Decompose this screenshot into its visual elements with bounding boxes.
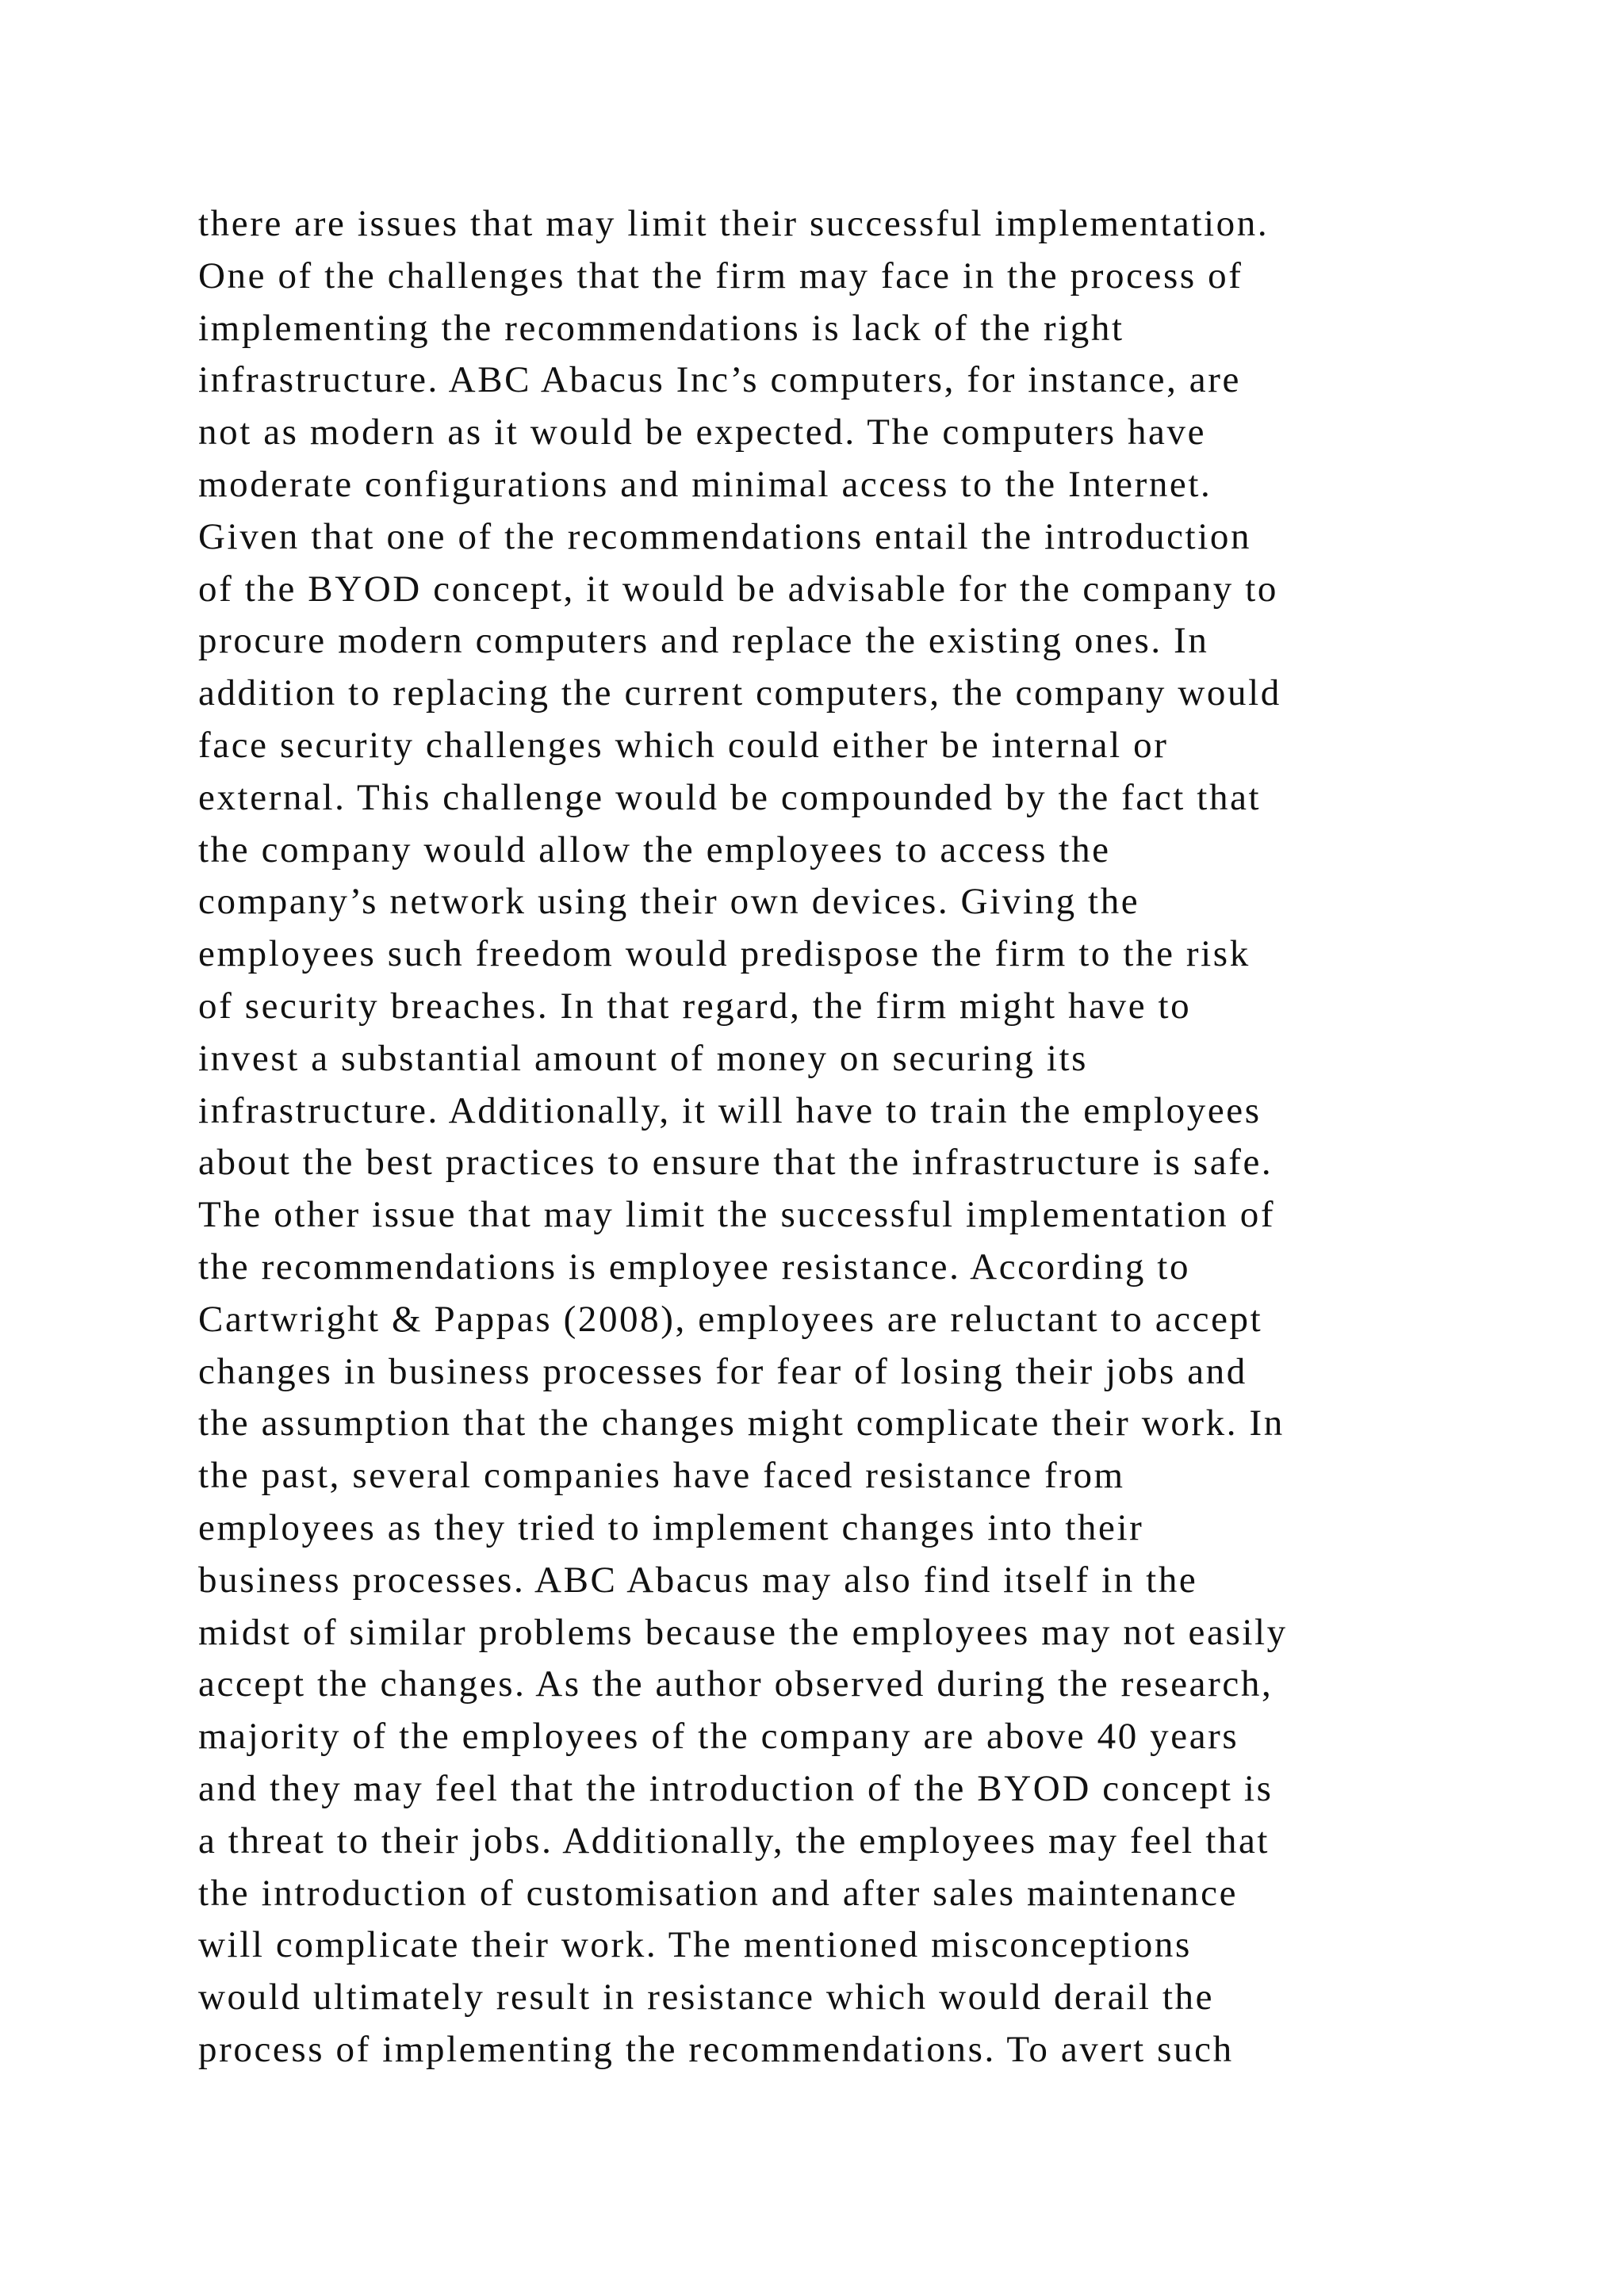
text-line-10: addition to replacing the current computers, the company would: [198, 672, 1281, 714]
text-line-14: company’s network using their own devices. Giving the: [198, 881, 1140, 923]
text-line-28: midst of similar problems because the employees may not easily: [198, 1611, 1288, 1653]
text-line-19: about the best practices to ensure that the infrastructure is safe.: [198, 1142, 1274, 1184]
text-line-25: the past, several companies have faced resistance from: [198, 1455, 1125, 1497]
text-line-15: employees such freedom would predispose the firm to the risk: [198, 933, 1251, 975]
text-line-5: not as modern as it would be expected. The computers have: [198, 411, 1207, 453]
text-line-29: accept the changes. As the author observed during the research,: [198, 1663, 1274, 1705]
text-line-3: implementing the recommendations is lack of the right: [198, 307, 1124, 349]
text-line-6: moderate configurations and minimal access to the Internet.: [198, 463, 1212, 505]
text-line-35: would ultimately result in resistance which would derail the: [198, 1976, 1215, 2019]
text-line-23: changes in business processes for fear of losing their jobs and: [198, 1350, 1247, 1392]
body-text: [198, 198, 1483, 2076]
text-line-2: One of the challenges that the firm may face in the process of: [198, 254, 1243, 297]
text-line-31: and they may feel that the introduction of the BYOD concept is: [198, 1767, 1274, 1809]
text-line-7: Given that one of the recommendations entail the introduction: [198, 515, 1252, 557]
text-line-26: employees as they tried to implement changes into their: [198, 1506, 1144, 1548]
text-line-17: invest a substantial amount of money on securing its: [198, 1037, 1089, 1079]
text-line-34: will complicate their work. The mentioned misconceptions: [198, 1924, 1192, 1966]
text-line-36: process of implementing the recommendations. To avert such: [198, 2028, 1234, 2070]
text-line-12: external. This challenge would be compounded by the fact that: [198, 776, 1262, 818]
text-line-11: face security challenges which could either be internal or: [198, 724, 1169, 766]
text-line-24: the assumption that the changes might complicate their work. In: [198, 1402, 1285, 1445]
text-line-1: there are issues that may limit their successful implementation.: [198, 203, 1270, 244]
text-line-8: of the BYOD concept, it would be advisable for the company to: [198, 568, 1279, 610]
text-line-33: the introduction of customisation and after sales maintenance: [198, 1872, 1239, 1914]
text-line-4: infrastructure. ABC Abacus Inc’s computers, for instance, are: [198, 359, 1241, 401]
text-line-22: Cartwright & Pappas (2008), employees are reluctant to accept: [198, 1298, 1263, 1340]
text-line-16: of security breaches. In that regard, the firm might have to: [198, 985, 1192, 1027]
text-line-21: the recommendations is employee resistance. According to: [198, 1246, 1191, 1288]
text-line-18: infrastructure. Additionally, it will have to train the employees: [198, 1089, 1262, 1131]
text-line-30: majority of the employees of the company are above 40 years: [198, 1716, 1239, 1758]
text-line-13: the company would allow the employees to access the: [198, 828, 1111, 871]
text-line-32: a threat to their jobs. Additionally, the employees may feel that: [198, 1820, 1270, 1862]
text-line-9: procure modern computers and replace the existing ones. In: [198, 620, 1209, 662]
text-line-20: The other issue that may limit the successful implementation of: [198, 1194, 1276, 1236]
text-line-27: business processes. ABC Abacus may also find itself in the: [198, 1559, 1198, 1601]
